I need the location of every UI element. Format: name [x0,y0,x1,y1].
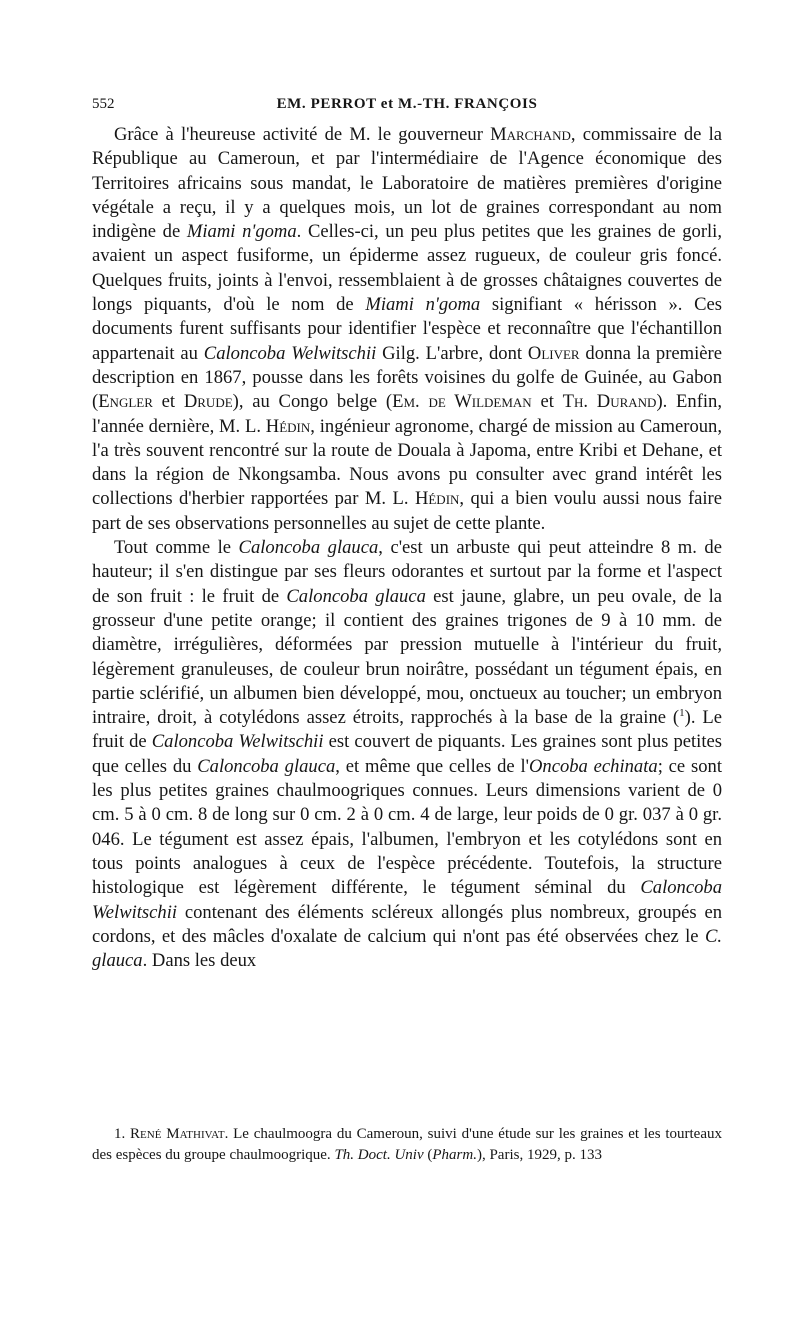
author-name: Drude [183,391,233,413]
author-name: Th. Durand [562,391,657,413]
text-run: , c'est un arbuste qui peut atteindre 8 m. de hauteur; il s'en distingue par ses fleurs odorantes et surtout par la forme et l'aspect de son fruit : le fruit de [92,537,722,607]
species-name: Caloncoba Welwitschii [92,877,722,923]
species-name: Caloncoba Welwitschii [203,342,377,364]
author-name: Engler [98,391,153,413]
faculty: Pharm. [432,1147,477,1163]
author-name: Oliver [527,342,580,364]
text-run: ). Le fruit de [92,707,722,753]
text-run: ). Enfin, l'année dernière, M. L. [92,391,722,437]
species-name: C. glauca [92,925,722,972]
vernacular-name: Miami n'goma [365,294,481,316]
footnotes [92,1124,722,1166]
species-name: Caloncoba glauca [286,585,426,607]
text-run: Gilg. L'arbre, dont [376,342,528,364]
author-name: Em. de Wildeman [392,391,532,413]
paragraph-2 [92,536,722,973]
footnote-reference[interactable]: 1 [679,706,685,719]
text-run: , qui a bien voulu aussi nous faire part de ses observations personnelles au sujet de cette plante. [92,488,722,534]
text-run: Tout comme le [114,537,239,559]
text-run: . Le chaulmoogra du Cameroun, suivi d'une étude sur les graines et les tourteaux des espèces du groupe chaulmoogrique. [92,1126,722,1163]
text-run: ), Paris, 1929, p. 133 [476,1147,602,1163]
text-run: Grâce à l'heureuse activité de M. le gouverneur [114,124,491,145]
footnote-author: René Mathivat [130,1126,225,1142]
text-run: signifiant « hérisson ». Ces documents furent suffisants pour identifier l'espèce et reconnaître que l'échantillon appartenait au [92,294,722,364]
page [92,96,723,1163]
vernacular-name: Miami n'goma [186,221,297,243]
species-name: Caloncoba Welwitschii [151,731,324,753]
text-run: , ingénieur agronome, chargé de mission au Cameroun, l'a très souvent rencontré sur la route de Douala à Japoma, entre Kribi et Dehane, et dans la région de Nkongsamba. Nous avons pu consulter avec grand intérêt les collections d'herbier rapportées par M. L. [92,415,722,510]
text-run: et [531,391,563,413]
footnote-number: 1. [114,1126,131,1142]
text-run: , et même que celles de l' [335,755,529,777]
text-run: est jaune, glabre, un peu ovale, de la grosseur d'une petite orange; il contient des graines trigones de 9 à 10 mm. de diamètre, irrégulières, déformées par pression mutuelle à l'intérieur du fruit, légèrement granuleuses, de couleur brun noirâtre, possédant un tégument épais, en partie sclérifié, un albumen bien développé, mou, onctueux au toucher; un embryon intraire, droit, à cotylédons assez étroits, rapprochés à la base de la graine ( [92,585,723,729]
text-run: donna la première description en 1867, pousse dans les forêts voisines du golfe de Guinée, au Gabon ( [92,342,722,413]
text-run: ; ce sont les plus petites graines chaulmoogriques connues. Leurs dimensions varient de 0 cm. 5 à 0 cm. 8 de long sur 0 cm. 2 à 0 cm. 4 de large, leur poids de 0 gr. 037 à 0 gr. 046. Le tégument est assez épais, l'albumen, l'embryon et les cotylédons sont en tous points analogues à ceux de l'espèce précédente. Toutefois, la structure histologique est légèrement différente, le tégument séminal du [92,755,723,899]
text-run: . Dans les deux [142,950,257,972]
running-head: EM. PERROT et M.-TH. FRANÇOIS [276,96,538,112]
text-run: ( [423,1147,433,1163]
species-name: Caloncoba glauca [238,537,379,559]
page-header [92,96,722,118]
text-run: ), au Congo belge ( [232,391,393,413]
body-text [92,123,722,973]
text-run: , commissaire de la République au Cameroun, et par l'intermédiaire de l'Agence économique des Territoires africains sous mandat, le Laboratoire de matières premières d'origine végétale a reçu, il y a quelques mois, un lot de graines correspondant au nom indigène de [92,124,722,243]
author-name: Marchand [490,124,571,145]
text-run: . Celles-ci, un peu plus petites que les graines de gorli, avaient un aspect fusiforme, un épiderme assez rugueux, de couleur gris foncé. Quelques fruits, joints à l'envoi, ressemblaient à de grosses châtaignes couvertes de longs piquants, d'où le nom de [92,221,722,316]
thesis-title: Th. Doct. Univ [334,1147,424,1163]
author-name: Hédin [414,488,460,510]
species-name: Caloncoba glauca [197,755,336,777]
footnote-1 [92,1124,722,1166]
species-name: Oncoba echinata [528,755,658,777]
text-run: est couvert de piquants. Les graines sont plus petites que celles du [92,731,722,777]
text-run: contenant des éléments scléreux allongés plus nombreux, groupés en cordons, et des mâcles d'oxalate de calcium qui n'ont pas été observées chez le [92,901,722,947]
paragraph-1 [92,123,722,536]
page-number: 552 [92,96,115,112]
text-run: et [152,391,184,413]
author-name: Hédin [265,415,311,437]
